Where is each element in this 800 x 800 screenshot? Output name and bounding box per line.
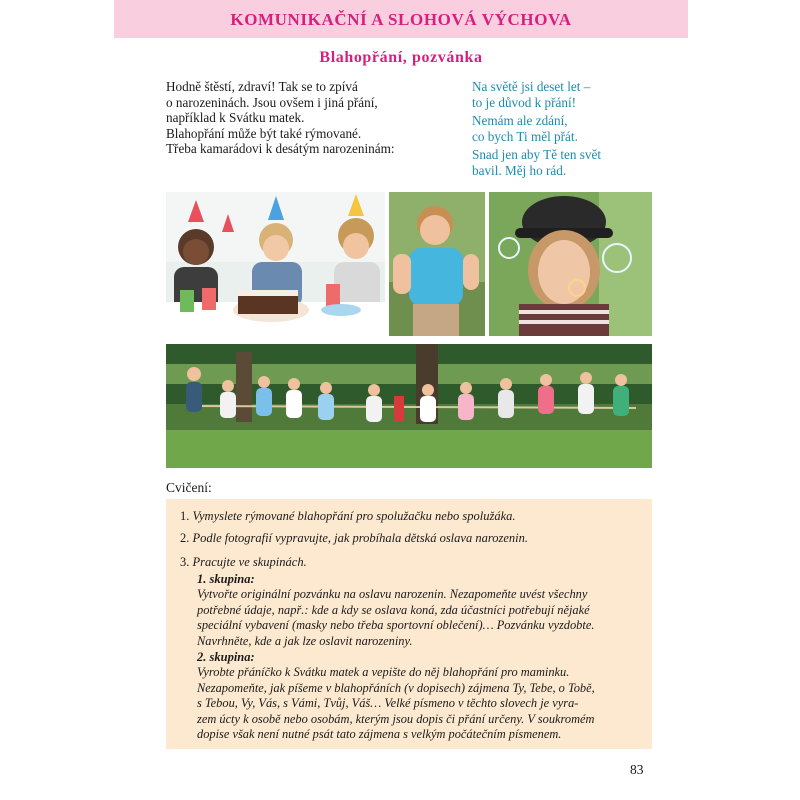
task-2: 2. Podle fotografií vypravujte, jak probíhala dětská oslava narozenin. — [180, 531, 528, 545]
tug-of-war-photo — [166, 344, 652, 468]
task-1: 1. Vymyslete rýmované blahopřání pro spolužačku nebo spolužáka. — [180, 509, 516, 523]
intro-line: o narozeninách. Jsou ovšem i jiná přání, — [166, 94, 378, 110]
boy-photo — [389, 192, 485, 336]
page-number: 83 — [630, 762, 644, 777]
girl-bubbles-photo — [489, 192, 652, 336]
poem-stanza: Nemám ale zdání, co bych Ti měl přát. — [472, 113, 578, 144]
intro-line: Třeba kamarádovi k desátým narozeninám: — [166, 141, 395, 157]
lesson-title: Blahopřání, pozvánka — [319, 49, 483, 66]
birthday-poem — [472, 79, 672, 182]
group-1-title: 1. skupina: — [197, 572, 255, 586]
poem-stanza: Na světě jsi deset let – to je důvod k přání! — [472, 79, 591, 110]
intro-line: Blahopřání může být také rýmované. — [166, 125, 362, 141]
exercises-heading: Cvičení: — [166, 480, 212, 495]
group-2-title: 2. skupina: — [197, 650, 255, 664]
poem-stanza: Snad jen aby Tě ten svět bavil. Měj ho rád. — [472, 147, 602, 178]
intro-text — [166, 79, 456, 157]
intro-line: Hodně štěstí, zdraví! Tak se to zpívá — [166, 79, 358, 94]
task-3: 3. Pracujte ve skupinách. — [180, 555, 307, 569]
group-2-text: Vyrobte přáníčko k Svátku matek a vepište do něj blahopřání pro maminku. Nezapomeňte, jak píšeme v blahopřáních (v dopisech) zájmena Ty, Tebe, o Tobě, s Tebou, Vy, Vás, s Vámi, Tvůj, Váš… Velké písmeno v těchto slovech je vyra- zem úcty k osobě nebo osobám, kterým jsou dopis či přání určeny. V soukromém dopise však není nutné psát tato zájmena s velkým počátečním písmenem. — [197, 665, 595, 742]
group-1-text: Vytvořte originální pozvánku na oslavu narozenin. Nezapomeňte uvést všechny potřebné údaje, např.: kde a kdy se oslava koná, zda účastníci potřebují nějaké speciální vybavení (masky nebo třeba sportovní oblečení)… Pozvánku vyzdobte. Navrhněte, kde a jak lze oslavit narozeniny. — [197, 587, 595, 648]
birthday-party-photo — [166, 192, 385, 336]
intro-line: například k Svátku matek. — [166, 110, 305, 126]
chapter-title: KOMUNIKAČNÍ A SLOHOVÁ VÝCHOVA — [230, 10, 572, 29]
